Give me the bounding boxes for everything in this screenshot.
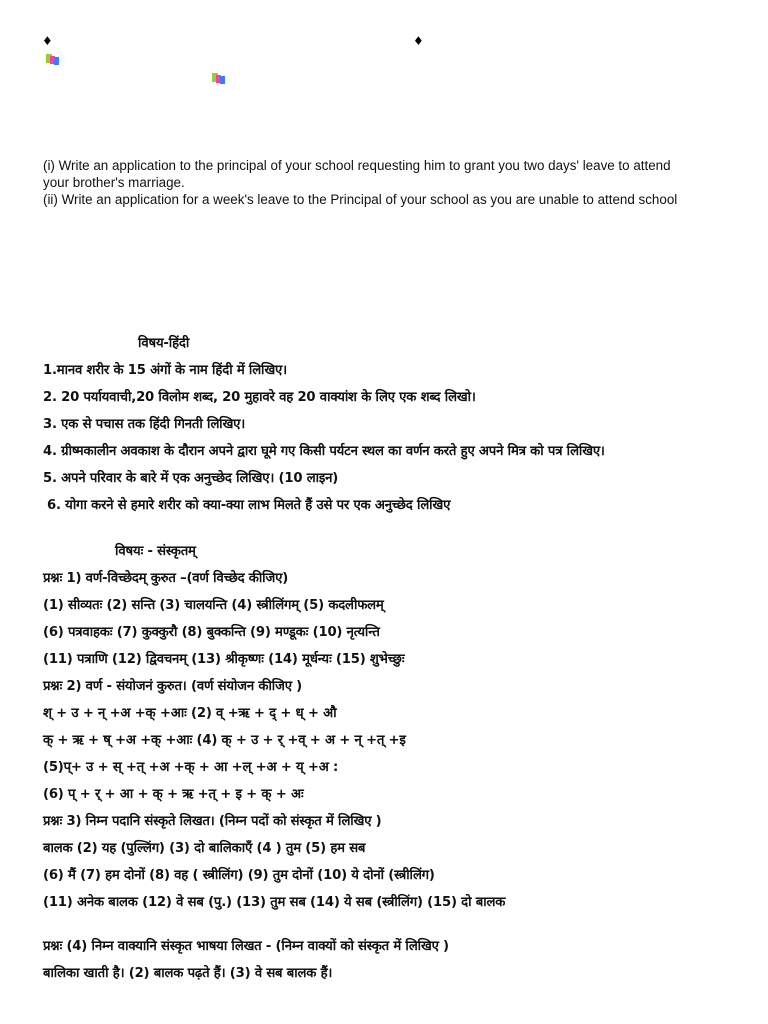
- hindi-item-3: 3. एक से पचास तक हिंदी गिनती लिखिए।: [43, 417, 246, 432]
- hindi-item-6: 6. योगा करने से हमारे शरीर को क्या-क्या लाभ मिलते हैं उसे पर एक अनुच्छेद लिखिए: [47, 498, 451, 513]
- sanskrit-line: श् + उ + न् +अ +क् +आः (2) व् +ऋ + द् + ध् + औ: [43, 706, 337, 721]
- sanskrit-line: (11) पत्राणि (12) द्विवचनम् (13) श्रीकृष्णः (14) मूर्धन्यः (15) शुभेच्छुः: [43, 652, 405, 667]
- sanskrit-question-3: प्रश्नः 3) निम्न पदानि संस्कृते लिखत। (निम्न पदों को संस्कृत में लिखिए ): [43, 814, 382, 829]
- hindi-item-1: 1.मानव शरीर के 15 अंगों के नाम हिंदी में लिखिए।: [43, 363, 287, 378]
- hindi-item-4: 4. ग्रीष्मकालीन अवकाश के दौरान अपने द्वारा घूमे गए किसी पर्यटन स्थल का वर्णन करते हुए अपने मित्र को पत्र लिखिए।: [43, 444, 605, 459]
- sanskrit-line: (11) अनेक बालक (12) वे सब (पु.) (13) तुम सब (14) ये सब (स्त्रीलिंग) (15) दो बालक: [43, 895, 506, 910]
- sanskrit-line: (1) सीव्यतः (2) सन्ति (3) चालयन्ति (4) स्त्रीलिंगम् (5) कदलीफलम्: [43, 598, 384, 613]
- sanskrit-line: बालक (2) यह (पुल्लिंग) (3) दो बालिकाएँ (4 ) तुम (5) हम सब: [43, 841, 366, 856]
- sanskrit-heading: विषयः - संस्कृतम्: [115, 544, 196, 559]
- bullet-diamond-right: ♦: [413, 34, 424, 48]
- sanskrit-line: (5)प्+ उ + स् +त् +अ +क् + आ +ल् +अ + य् +अ :: [43, 760, 339, 775]
- sanskrit-line: बालिका खाती है। (2) बालक पढ़ते हैं। (3) वे सब बालक हैं।: [43, 966, 333, 981]
- sanskrit-question-4: प्रश्नः (4) निम्न वाक्यानि संस्कृत भाषया लिखत - (निम्न वाक्यों को संस्कृत में लिखिए ): [43, 939, 449, 954]
- bullet-diamond-left: ♦: [42, 34, 53, 48]
- english-question-2: (ii) Write an application for a week's leave to the Principal of your school as you are unable to attend school: [43, 192, 678, 207]
- sanskrit-line: (6) पत्रवाहकः (7) कुक्कुरौ (8) बुक्कन्ति (9) मण्डूकः (10) नृत्यन्ति: [43, 625, 380, 640]
- small-image-icon: [46, 53, 60, 65]
- english-question-1-line-1: (i) Write an application to the principal of your school requesting him to grant you two days' leave to attend: [43, 158, 671, 173]
- hindi-heading: विषय-हिंदी: [138, 336, 190, 351]
- sanskrit-line: क् + ऋ + ष् +अ +क् +आः (4) क् + उ + र् +व् + अ + न् +त् +इ: [43, 733, 406, 748]
- sanskrit-question-2: प्रश्नः 2) वर्ण - संयोजनं कुरुत। (वर्ण संयोजन कीजिए ): [43, 679, 303, 694]
- small-image-icon: [212, 72, 226, 84]
- hindi-item-5: 5. अपने परिवार के बारे में एक अनुच्छेद लिखिए। (10 लाइन): [43, 471, 339, 486]
- sanskrit-line: (6) प् + र् + आ + क् + ऋ +त् + इ + क् + अः: [43, 787, 304, 802]
- hindi-item-2: 2. 20 पर्यायवाची,20 विलोम शब्द, 20 मुहावरे वह 20 वाक्यांश के लिए एक शब्द लिखो।: [43, 390, 476, 405]
- sanskrit-question-1: प्रश्नः 1) वर्ण-विच्छेदम् कुरुत –(वर्ण विच्छेद कीजिए): [43, 571, 289, 586]
- sanskrit-line: (6) मैं (7) हम दोनों (8) वह ( स्त्रीलिंग) (9) तुम दोनों (10) ये दोनों (स्त्रीलिंग): [43, 868, 435, 883]
- english-question-1-line-2: your brother's marriage.: [43, 175, 185, 190]
